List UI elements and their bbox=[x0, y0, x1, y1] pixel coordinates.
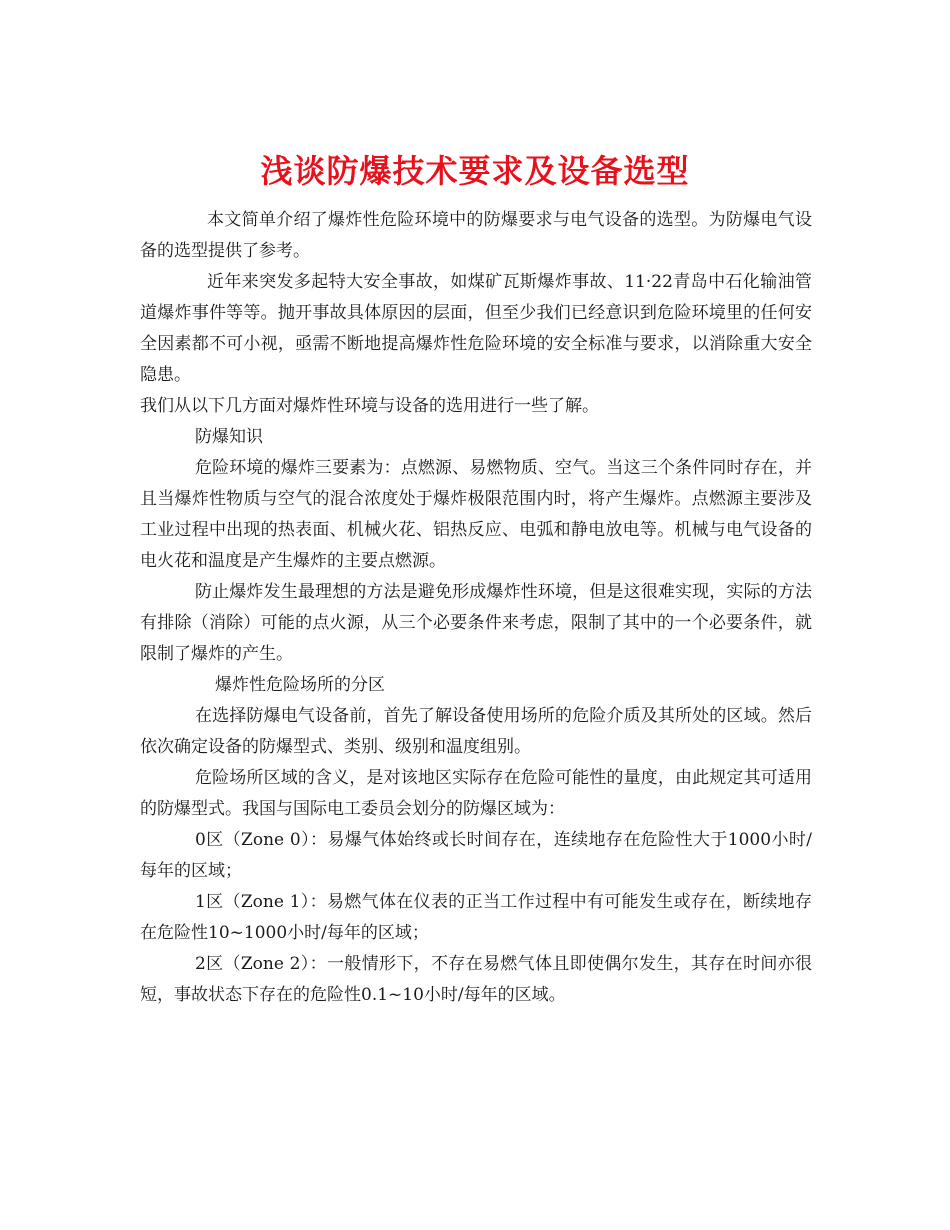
document-title: 浅谈防爆技术要求及设备选型 bbox=[260, 152, 690, 191]
paragraph-background: 近年来突发多起特大安全事故，如煤矿瓦斯爆炸事故、11·22青岛中石化输油管道爆炸事件等等。抛开事故具体原因的层面，但至少我们已经意识到危险环境里的任何安全因素都不可小视，亟需不断地提高爆炸性危险环境的安全标准与要求，以消除重大安全隐患。 bbox=[140, 272, 812, 385]
paragraph-abstract: 本文简单介绍了爆炸性危险环境中的防爆要求与电气设备的选型。为防爆电气设备的选型提供了参考。 bbox=[140, 210, 812, 261]
paragraph-zone-1: 1区（Zone 1）：易燃气体在仪表的正当工作过程中有可能发生或存在，断续地存在危险性10~1000小时/每年的区域； bbox=[140, 892, 812, 943]
document-body bbox=[140, 205, 812, 1011]
paragraph-zone-0: 0区（Zone 0）：易爆气体始终或长时间存在，连续地存在危险性大于1000小时/每年的区域； bbox=[140, 830, 812, 881]
paragraph-prevention: 防止爆炸发生最理想的方法是避免形成爆炸性环境，但是这很难实现，实际的方法有排除（消除）可能的点火源，从三个必要条件来考虑，限制了其中的一个必要条件，就限制了爆炸的产生。 bbox=[140, 582, 812, 664]
section-heading-knowledge: 防爆知识 bbox=[195, 427, 263, 447]
paragraph-selection: 在选择防爆电气设备前，首先了解设备使用场所的危险介质及其所处的区域。然后依次确定设备的防爆型式、类别、级别和温度组别。 bbox=[140, 706, 812, 757]
section-heading-zones: 爆炸性危险场所的分区 bbox=[215, 675, 385, 695]
paragraph-zone-definition: 危险场所区域的含义，是对该地区实际存在危险可能性的量度，由此规定其可适用的防爆型式。我国与国际电工委员会划分的防爆区域为： bbox=[140, 768, 812, 819]
paragraph-zone-2: 2区（Zone 2）：一般情形下，不存在易燃气体且即使偶尔发生，其存在时间亦很短，事故状态下存在的危险性0.1~10小时/每年的区域。 bbox=[140, 954, 812, 1005]
paragraph-three-elements: 危险环境的爆炸三要素为：点燃源、易燃物质、空气。当这三个条件同时存在，并且当爆炸性物质与空气的混合浓度处于爆炸极限范围内时，将产生爆炸。点燃源主要涉及工业过程中出现的热表面、机械火花、铝热反应、电弧和静电放电等。机械与电气设备的电火花和温度是产生爆炸的主要点燃源。 bbox=[140, 458, 812, 571]
paragraph-intro: 我们从以下几方面对爆炸性环境与设备的选用进行一些了解。 bbox=[140, 396, 599, 416]
